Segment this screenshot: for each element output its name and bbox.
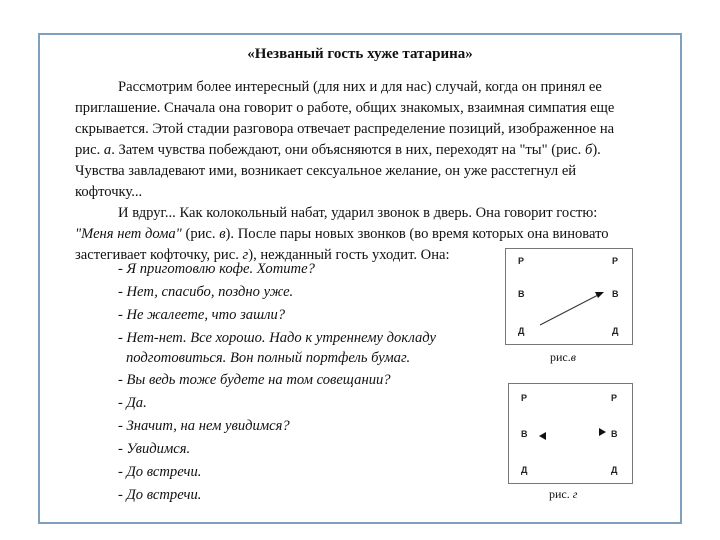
text-run: (рис. — [181, 226, 220, 242]
dialogue-line: - Нет, спасибо, поздно уже. — [118, 284, 294, 300]
paragraph-line: приглашение. Сначала она говорит о работе, общих знакомых, взаимная симпатия еще — [75, 100, 615, 116]
figure-label-left: Р — [518, 256, 525, 266]
text-run: ). — [592, 142, 601, 158]
text-run: . Затем чувства побеждают, они объясняются в них, переходят на "ты" (рис. — [111, 142, 585, 158]
dialogue-line: - До встречи. — [118, 464, 202, 480]
dialogue-line: - Нет-нет. Все хорошо. Надо к утреннему докладу — [118, 330, 436, 346]
quote: "Меня нет дома" — [75, 226, 182, 242]
figure-v-caption — [550, 350, 576, 365]
figure-label-right: Р — [611, 393, 618, 403]
figure-ref: г — [242, 247, 249, 263]
figure-v-arrows — [506, 249, 632, 344]
dialogue-line: подготовиться. Вон полный портфель бумаг. — [126, 350, 411, 366]
text-run: ). После пары новых звонков (во время которых она виновато — [225, 226, 609, 242]
arrow-right-icon — [599, 428, 606, 436]
figure-label-right: Р — [612, 256, 619, 266]
figure-label-right: В — [612, 289, 619, 299]
dialogue-line: - Увидимся. — [118, 441, 191, 457]
dialogue-line: - Да. — [118, 395, 147, 411]
figure-ref: в — [219, 226, 226, 242]
figure-label-left: Р — [521, 393, 528, 403]
caption-letter: в — [570, 350, 576, 364]
figure-v-diagram — [505, 248, 633, 345]
caption-letter: г — [572, 487, 578, 501]
document-title: «Незваный гость хуже татарина» — [247, 46, 473, 62]
figure-label-right: В — [611, 429, 618, 439]
figure-label-right: Д — [611, 465, 618, 475]
dialogue-line: - Вы ведь тоже будете на том совещании? — [118, 372, 391, 388]
diagonal-arrow-line — [540, 295, 598, 325]
text-run: застегивает кофточку, рис. — [75, 247, 243, 263]
figure-label-left: Д — [521, 465, 528, 475]
dialogue-line: - Я приготовлю кофе. Хотите? — [118, 261, 315, 277]
figure-ref: б — [584, 142, 593, 158]
figure-g-diagram — [508, 383, 633, 484]
caption-prefix: рис. — [549, 487, 573, 501]
arrow-head-icon — [595, 292, 604, 298]
paragraph-line: Чувства завладевают ими, возникает сексуальное желание, он уже расстегнул ей — [75, 163, 577, 179]
figure-ref: а — [103, 142, 112, 158]
paragraph-line: скрывается. Этой стадии разговора отвечает распределение позиций, изображенное на — [75, 121, 615, 137]
figure-g-arrows — [509, 384, 632, 483]
figure-label-left: В — [521, 429, 528, 439]
paragraph-line: Рассмотрим более интересный (для них и для нас) случай, когда он принял ее — [118, 79, 602, 95]
dialogue-line: - До встречи. — [118, 487, 202, 503]
paragraph-line — [75, 225, 609, 243]
figure-label-left: Д — [518, 326, 525, 336]
figure-label-left: В — [518, 289, 525, 299]
figure-g-caption — [549, 487, 577, 502]
text-run: ), нежданный гость уходит. Она: — [248, 247, 450, 263]
paragraph-line — [75, 141, 601, 159]
paragraph-line: И вдруг... Как колокольный набат, ударил звонок в дверь. Она говорит гостю: — [118, 205, 598, 221]
dialogue-line: - Не жалеете, что зашли? — [118, 307, 286, 323]
text-run: рис. — [75, 142, 104, 158]
paragraph-line: кофточку... — [75, 184, 143, 200]
caption-prefix: рис. — [550, 350, 571, 364]
figure-label-right: Д — [612, 326, 619, 336]
arrow-left-icon — [539, 432, 546, 440]
dialogue-line: - Значит, на нем увидимся? — [118, 418, 290, 434]
